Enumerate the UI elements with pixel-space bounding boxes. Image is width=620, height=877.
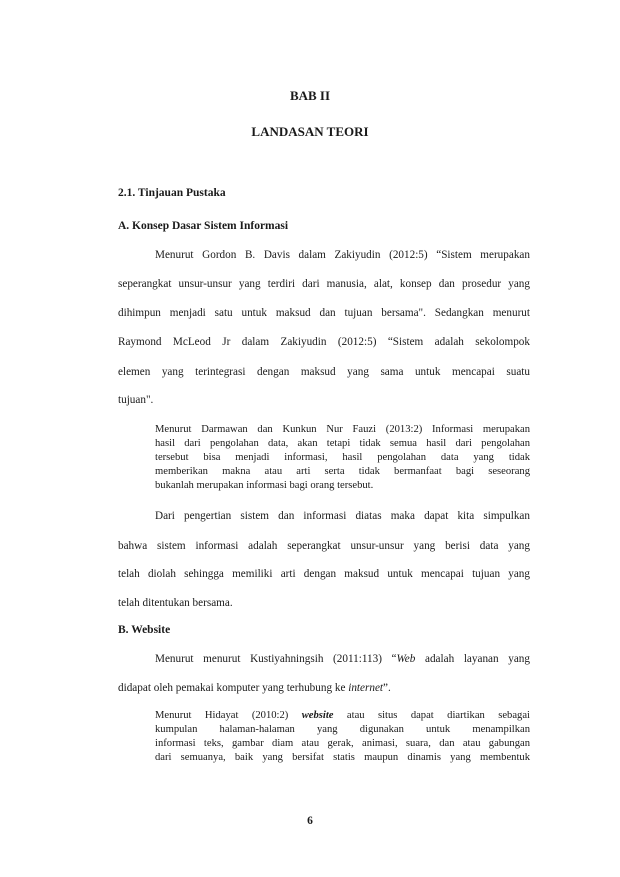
quote-line: Menurut Darmawan dan Kunkun Nur Fauzi (2013:2) Informasi merupakan xyxy=(155,424,530,435)
quote-line: informasi teks, gambar diam atau gerak, animasi, suara, dan atau gabungan xyxy=(155,738,530,749)
paragraph-line: seperangkat unsur-unsur yang terdiri dari manusia, alat, konsep dan prosedur yang xyxy=(118,278,530,290)
paragraph-line: telah diolah sehingga memiliki arti dengan maksud untuk mencapai tujuan yang xyxy=(118,568,530,580)
paragraph-line: dihimpun menjadi satu untuk maksud dan tujuan bersama". Sedangkan menurut xyxy=(118,307,530,319)
paragraph-line: Menurut Gordon B. Davis dalam Zakiyudin (2012:5) “Sistem merupakan xyxy=(155,249,530,261)
subsection-a-heading: A. Konsep Dasar Sistem Informasi xyxy=(118,220,289,232)
paragraph-line: tujuan". xyxy=(118,394,154,406)
paragraph-line: elemen yang terintegrasi dengan maksud yang sama untuk mencapai suatu xyxy=(118,366,530,378)
paragraph-line: bahwa sistem informasi adalah seperangkat unsur-unsur yang berisi data yang xyxy=(118,540,530,552)
quote-line: bukanlah merupakan informasi bagi orang tersebut. xyxy=(155,480,374,491)
paragraph-line: Dari pengertian sistem dan informasi diatas maka dapat kita simpulkan xyxy=(155,510,530,522)
paragraph-line: telah ditentukan bersama. xyxy=(118,597,233,609)
quote-line: hasil dari pengolahan data, akan tetapi tidak semua hasil dari pengolahan xyxy=(155,438,530,449)
quote-line: Menurut Hidayat (2010:2) website atau situs dapat diartikan sebagai xyxy=(155,710,530,721)
quote-line: memberikan makna atau arti serta tidak bermanfaat bagi seseorang xyxy=(155,466,530,477)
paragraph-line: didapat oleh pemakai komputer yang terhubung ke internet”. xyxy=(118,682,391,694)
paragraph-line: Menurut menurut Kustiyahningsih (2011:113) “Web adalah layanan yang xyxy=(155,653,530,665)
chapter-number: BAB II xyxy=(289,88,331,103)
chapter-title: LANDASAN TEORI xyxy=(251,124,369,139)
quote-line: kumpulan halaman-halaman yang digunakan untuk menampilkan xyxy=(155,724,530,735)
quote-line: tersebut bisa menjadi informasi, hasil pengolahan data yang tidak xyxy=(155,452,530,463)
quote-line: dari semuanya, baik yang bersifat statis maupun dinamis yang membentuk xyxy=(155,752,530,763)
section-heading: 2.1. Tinjauan Pustaka xyxy=(118,187,226,199)
subsection-b-heading: B. Website xyxy=(118,624,171,636)
paragraph-line: Raymond McLeod Jr dalam Zakiyudin (2012:5) “Sistem adalah sekolompok xyxy=(118,336,530,348)
page-number: 6 xyxy=(307,815,313,827)
